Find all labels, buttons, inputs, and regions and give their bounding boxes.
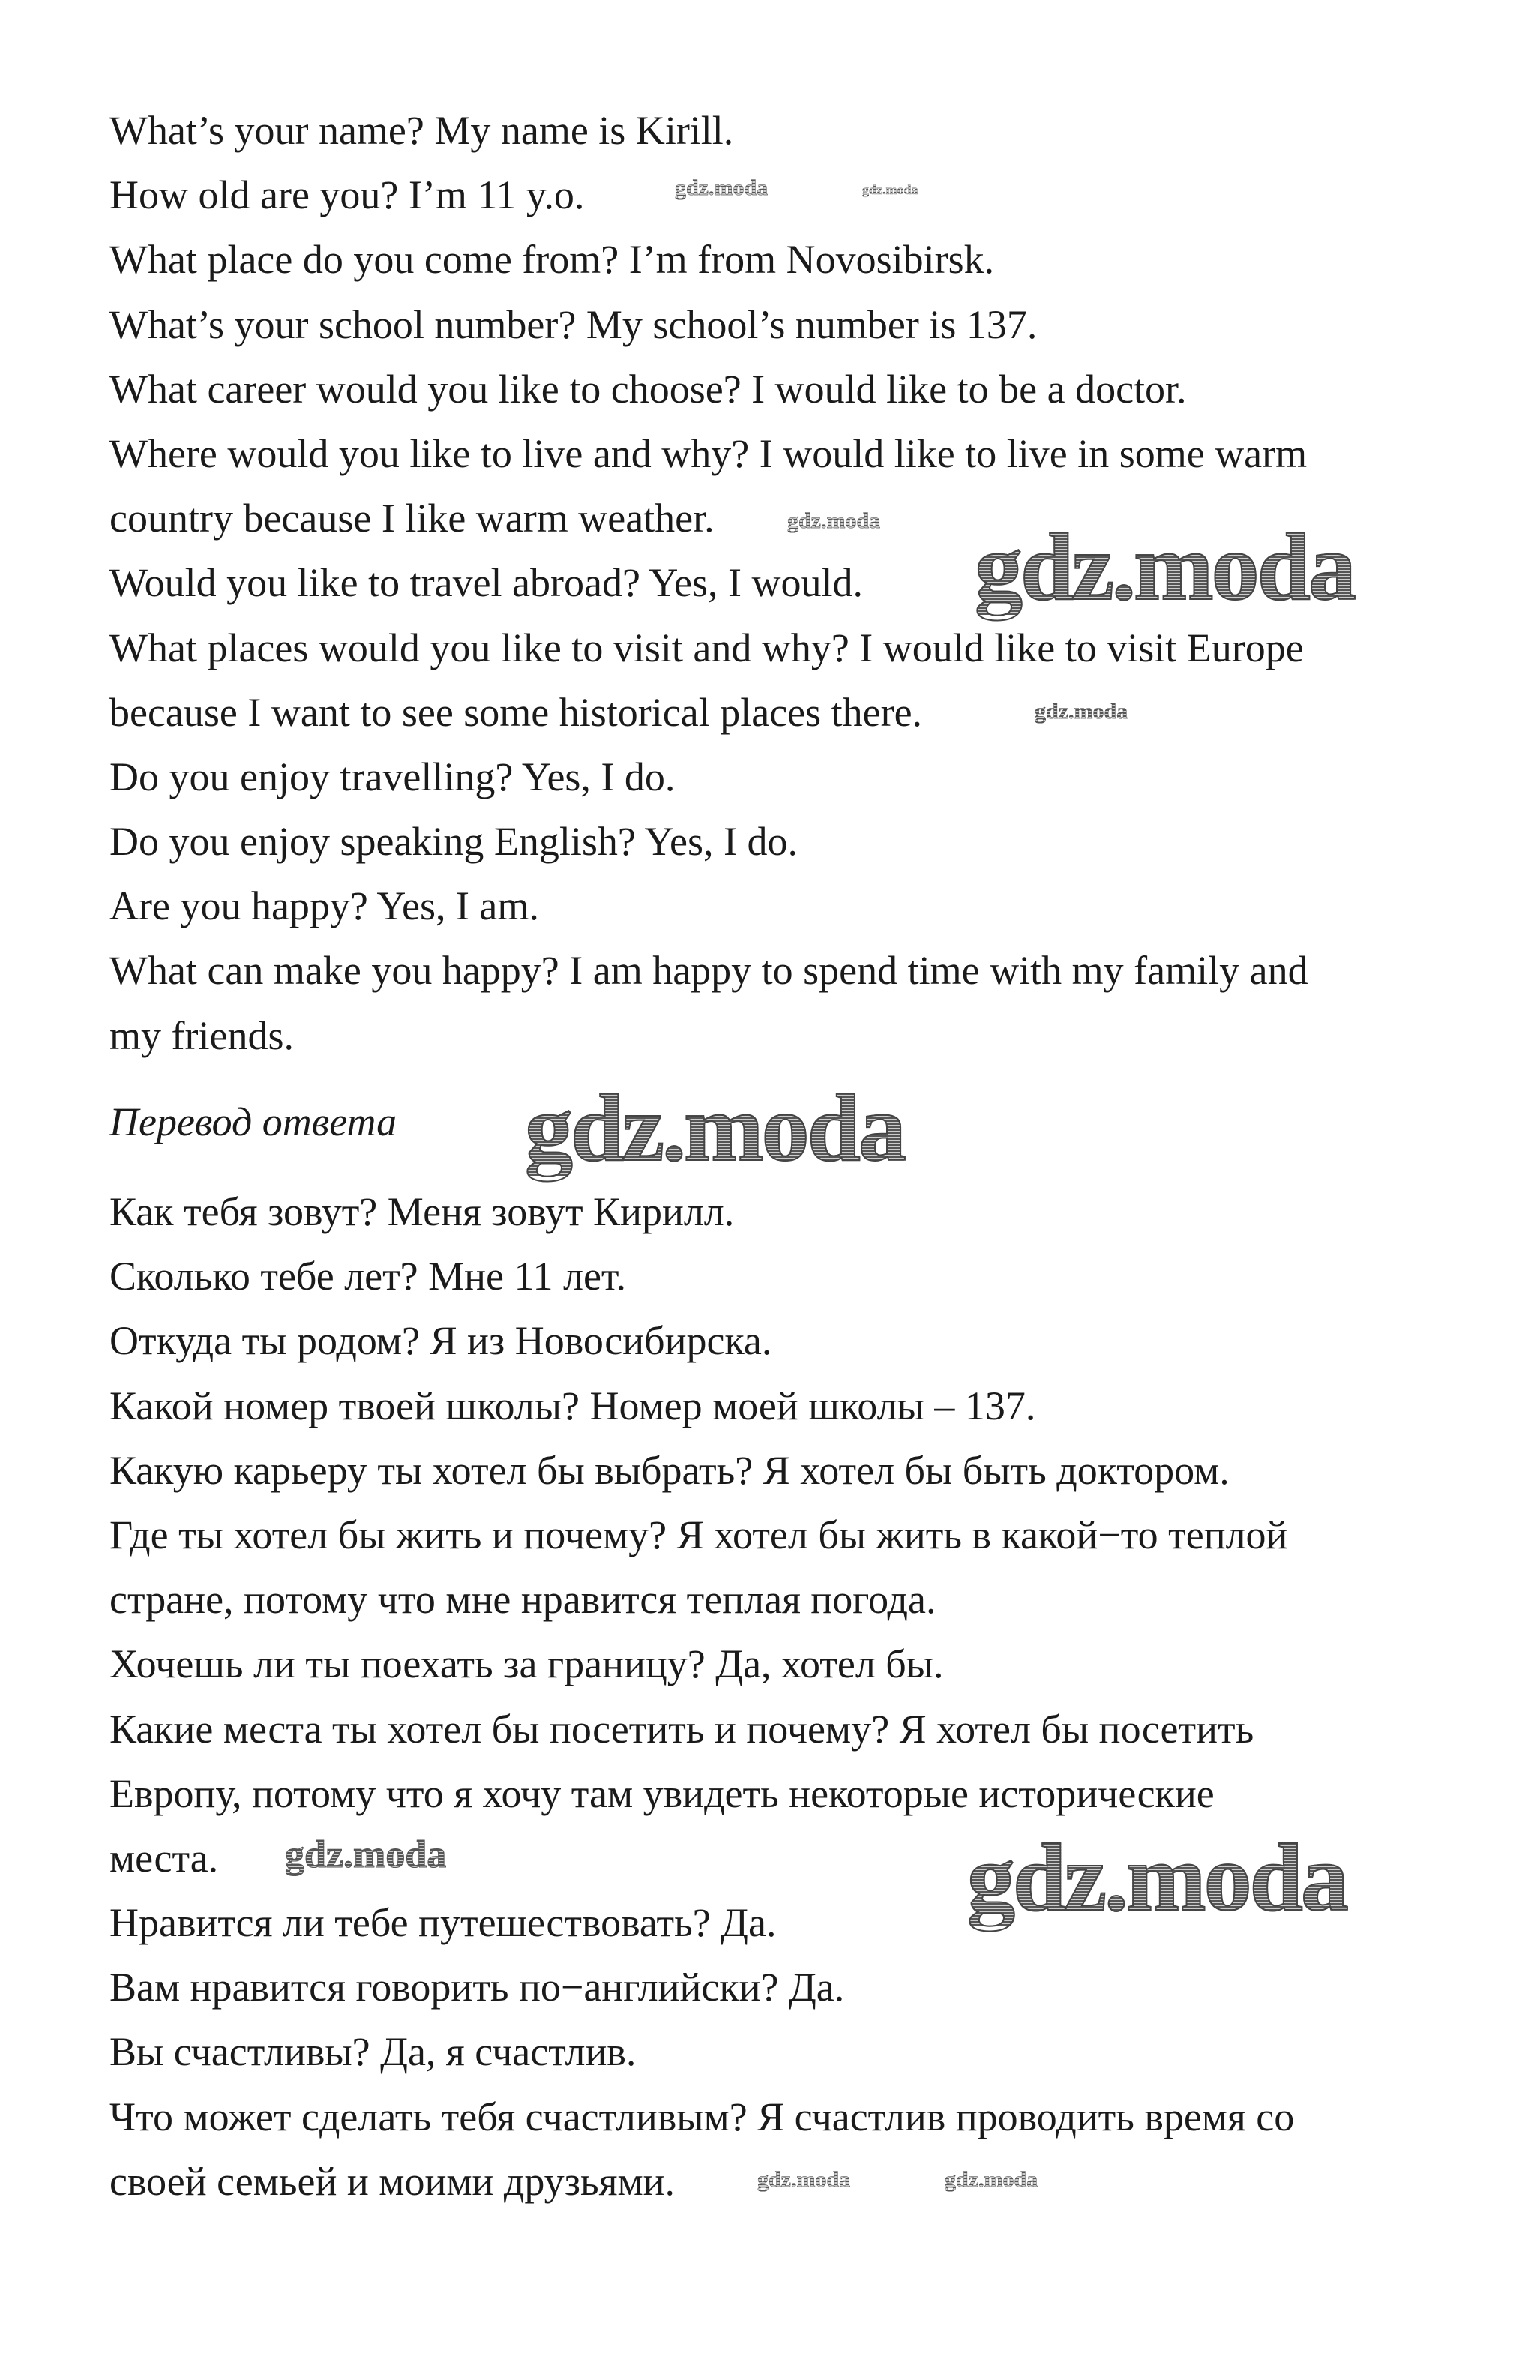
text-line: Что может сделать тебя счастливым? Я счастлив проводить время со [109,2094,1295,2139]
text-line: country because I like warm weather. [109,496,715,541]
watermark: gdz.moda [1035,699,1128,724]
watermark: gdz.moda [945,2167,1038,2192]
russian-translation [109,1180,1294,2214]
text-line: Какую карьеру ты хотел бы выбрать? Я хотел бы быть доктором. [109,1447,1230,1493]
text-line: Сколько тебе лет? Мне 11 лет. [109,1254,626,1299]
watermark: gdz.moda [787,508,881,533]
text-line: Где ты хотел бы жить и почему? Я хотел бы жить в какой−то теплой [109,1512,1288,1557]
text-line: Хочешь ли ты поехать за границу? Да, хотел бы. [109,1641,944,1687]
text-line: Какой номер твоей школы? Номер моей школы – 137. [109,1383,1036,1428]
watermark: gdz.moda [757,2167,851,2192]
text-line: Do you enjoy speaking English? Yes, I do. [109,819,798,865]
text-line: Do you enjoy travelling? Yes, I do. [109,754,676,799]
text-line: Как тебя зовут? Меня зовут Кирилл. [109,1189,735,1234]
watermark: gdz.moda [675,175,769,200]
text-line: What’s your name? My name is Kirill. [109,108,734,153]
text-line: места. [109,1835,219,1881]
text-line: Are you happy? Yes, I am. [109,883,539,929]
watermark: gdz.moda [285,1833,447,1876]
watermark: gdz.moda [975,514,1354,620]
text-line: How old are you? I’m 11 y.o. [109,172,585,218]
watermark: gdz.moda [862,182,918,197]
text-line: стране, потому что мне нравится теплая погода. [109,1577,936,1623]
text-line: Would you like to travel abroad? Yes, I would. [109,560,863,606]
text-line: because I want to see some historical places there. [109,689,923,735]
text-line: своей семьей и моими друзьями. [109,2158,676,2204]
text-line: Вам нравится говорить по−английски? Да. [109,1965,845,2010]
text-line: Европу, потому что я хочу там увидеть некоторые исторические [109,1770,1215,1816]
text-line: Where would you like to live and why? I would like to live in some warm [109,430,1308,476]
text-line: my friends. [109,1012,294,1058]
text-line: Какие места ты хотел бы посетить и почему? Я хотел бы посетить [109,1706,1254,1752]
text-line: What places would you like to visit and why? I would like to visit Europe [109,625,1304,670]
text-line: Нравится ли тебе путешествовать? Да. [109,1900,777,1946]
text-line: What career would you like to choose? I would like to be a doctor. [109,366,1187,412]
text-line: Откуда ты родом? Я из Новосибирска. [109,1318,772,1364]
translation-heading: Перевод ответа [109,1099,397,1144]
text-line: What place do you come from? I’m from Novosibirsk. [109,237,995,283]
text-line: What can make you happy? I am happy to spend time with my family and [109,948,1308,994]
watermark: gdz.moda [967,1824,1347,1931]
watermark: gdz.moda [525,1075,904,1181]
text-line: Вы счастливы? Да, я счастлив. [109,2029,637,2075]
text-line: What’s your school number? My school’s number is 137. [109,301,1038,347]
